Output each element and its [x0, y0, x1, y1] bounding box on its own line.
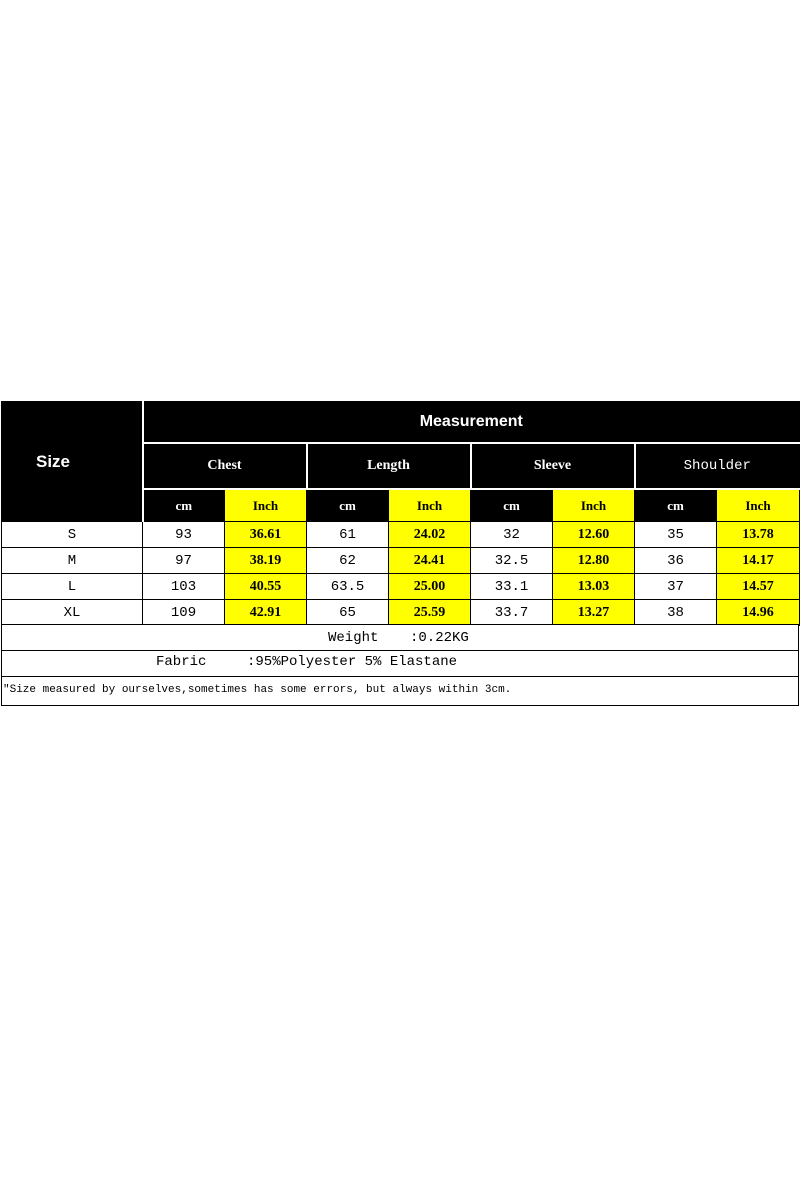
weight-row [1, 624, 799, 652]
table-row [2, 600, 800, 626]
chest-inch-cell: 36.61 [225, 522, 307, 548]
chest-cm-cell: 93 [143, 522, 225, 548]
length-cm-cell: 61 [307, 522, 389, 548]
chest-cm-cell: 103 [143, 574, 225, 600]
chest-cm-header: cm [143, 489, 225, 522]
sleeve-inch-header: Inch [553, 489, 635, 522]
shoulder-cm-cell: 37 [635, 574, 717, 600]
sleeve-header: Sleeve [471, 443, 635, 489]
sleeve-cm-cell: 32 [471, 522, 553, 548]
chest-inch-cell: 38.19 [225, 548, 307, 574]
sleeve-inch-cell: 12.80 [553, 548, 635, 574]
chest-cm-cell: 109 [143, 600, 225, 626]
fabric-value: :95%Polyester 5% Elastane [247, 654, 458, 670]
length-cm-cell: 62 [307, 548, 389, 574]
size-cell: XL [2, 600, 143, 626]
length-inch-cell: 25.00 [389, 574, 471, 600]
fabric-label: Fabric [156, 654, 207, 670]
shoulder-cm-cell: 36 [635, 548, 717, 574]
shoulder-inch-cell: 14.57 [717, 574, 800, 600]
size-cell: L [2, 574, 143, 600]
shoulder-header: Shoulder [635, 443, 800, 489]
size-cell: S [2, 522, 143, 548]
length-inch-cell: 24.02 [389, 522, 471, 548]
shoulder-inch-cell: 14.96 [717, 600, 800, 626]
shoulder-cm-cell: 38 [635, 600, 717, 626]
table-row [2, 522, 800, 548]
table-row [2, 574, 800, 600]
shoulder-inch-cell: 13.78 [717, 522, 800, 548]
sleeve-inch-cell: 13.27 [553, 600, 635, 626]
length-inch-cell: 24.41 [389, 548, 471, 574]
chest-inch-header: Inch [225, 489, 307, 522]
size-table [1, 401, 800, 626]
length-cm-header: cm [307, 489, 389, 522]
length-inch-cell: 25.59 [389, 600, 471, 626]
chest-header: Chest [143, 443, 307, 489]
size-chart [0, 401, 800, 706]
size-header: Size [2, 402, 143, 522]
table-row [2, 548, 800, 574]
chest-inch-cell: 40.55 [225, 574, 307, 600]
length-cm-cell: 65 [307, 600, 389, 626]
chest-inch-cell: 42.91 [225, 600, 307, 626]
chest-cm-cell: 97 [143, 548, 225, 574]
shoulder-inch-cell: 14.17 [717, 548, 800, 574]
weight-label: Weight [328, 630, 379, 646]
shoulder-inch-header: Inch [717, 489, 800, 522]
length-inch-header: Inch [389, 489, 471, 522]
length-header: Length [307, 443, 471, 489]
measurement-header: Measurement [143, 402, 800, 444]
weight-value: :0.22KG [410, 630, 469, 646]
sleeve-cm-cell: 33.1 [471, 574, 553, 600]
size-note: "Size measured by ourselves,sometimes has some errors, but always within 3cm. [3, 684, 512, 696]
size-cell: M [2, 548, 143, 574]
sleeve-cm-cell: 32.5 [471, 548, 553, 574]
shoulder-cm-cell: 35 [635, 522, 717, 548]
sleeve-inch-cell: 12.60 [553, 522, 635, 548]
sleeve-inch-cell: 13.03 [553, 574, 635, 600]
sleeve-cm-cell: 33.7 [471, 600, 553, 626]
shoulder-cm-header: cm [635, 489, 717, 522]
length-cm-cell: 63.5 [307, 574, 389, 600]
sleeve-cm-header: cm [471, 489, 553, 522]
